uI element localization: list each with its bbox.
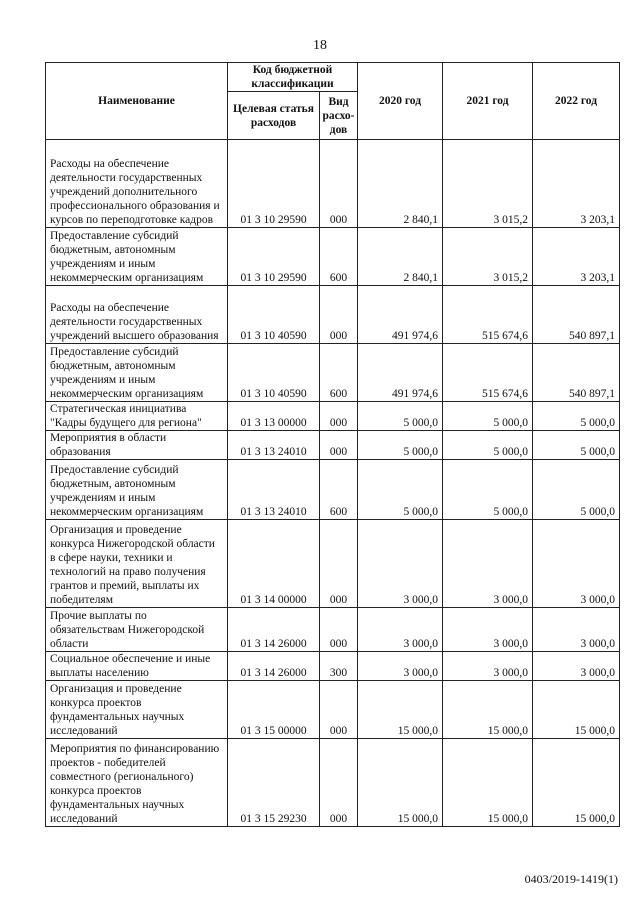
header-target-article: Целевая статья расходов [228, 92, 320, 140]
row-code: 01 3 15 00000 [228, 681, 320, 739]
header-year-2021: 2021 год [443, 63, 533, 140]
row-code: 01 3 15 29230 [228, 739, 320, 827]
document-code: 0403/2019-1419(1) [524, 872, 618, 886]
row-value-2022: 540 897,1 [533, 344, 620, 402]
header-year-2020: 2020 год [358, 63, 443, 140]
header-code-group: Код бюджетной классификации [228, 63, 358, 92]
row-name: Предоставление субсидий бюджетным, автономным учреждениям и иным некоммерческим организациям [46, 228, 228, 286]
row-code: 01 3 14 00000 [228, 520, 320, 608]
row-value-2022: 3 000,0 [533, 608, 620, 652]
table-row [46, 652, 620, 681]
table-row [46, 140, 620, 228]
row-value-2021: 3 015,2 [443, 228, 533, 286]
row-value-2020: 3 000,0 [358, 608, 443, 652]
row-value-2020: 2 840,1 [358, 228, 443, 286]
row-value-2022: 5 000,0 [533, 431, 620, 460]
row-code: 01 3 10 29590 [228, 140, 320, 228]
row-value-2022: 5 000,0 [533, 402, 620, 431]
table-row [46, 344, 620, 402]
row-name: Социальное обеспечение и иные выплаты населению [46, 652, 228, 681]
row-value-2022: 15 000,0 [533, 739, 620, 827]
budget-table [45, 62, 620, 827]
row-value-2021: 5 000,0 [443, 460, 533, 520]
row-value-2020: 491 974,6 [358, 286, 443, 344]
row-value-2022: 5 000,0 [533, 460, 620, 520]
row-expense-type: 000 [320, 140, 358, 228]
table-row [46, 402, 620, 431]
row-expense-type: 600 [320, 228, 358, 286]
row-name: Расходы на обеспечение деятельности государственных учреждений высшего образования [46, 286, 228, 344]
row-name: Предоставление субсидий бюджетным, автономным учреждениям и иным некоммерческим организациям [46, 460, 228, 520]
row-value-2020: 3 000,0 [358, 652, 443, 681]
row-value-2020: 2 840,1 [358, 140, 443, 228]
row-name: Предоставление субсидий бюджетным, автономным учреждениям и иным некоммерческим организациям [46, 344, 228, 402]
row-value-2020: 15 000,0 [358, 681, 443, 739]
row-value-2022: 15 000,0 [533, 681, 620, 739]
row-value-2022: 3 000,0 [533, 652, 620, 681]
row-name: Прочие выплаты по обязательствам Нижегородской области [46, 608, 228, 652]
row-expense-type: 600 [320, 344, 358, 402]
row-value-2021: 5 000,0 [443, 402, 533, 431]
row-value-2021: 3 015,2 [443, 140, 533, 228]
row-code: 01 3 14 26000 [228, 652, 320, 681]
table-row [46, 460, 620, 520]
row-expense-type: 000 [320, 739, 358, 827]
row-expense-type: 300 [320, 652, 358, 681]
table-row [46, 608, 620, 652]
row-value-2020: 15 000,0 [358, 739, 443, 827]
row-name: Организация и проведение конкурса проектов фундаментальных научных исследований [46, 681, 228, 739]
row-value-2021: 3 000,0 [443, 652, 533, 681]
row-value-2021: 15 000,0 [443, 739, 533, 827]
table-row [46, 520, 620, 608]
row-value-2021: 515 674,6 [443, 286, 533, 344]
table-row [46, 228, 620, 286]
row-name: Мероприятия в области образования [46, 431, 228, 460]
row-value-2021: 515 674,6 [443, 344, 533, 402]
row-expense-type: 000 [320, 431, 358, 460]
row-value-2022: 3 000,0 [533, 520, 620, 608]
page-number: 18 [313, 38, 327, 53]
table-row [46, 286, 620, 344]
row-value-2020: 5 000,0 [358, 402, 443, 431]
row-name: Организация и проведение конкурса Нижегородской области в сфере науки, техники и технологий на право получения грантов и премий, выплаты их победителям [46, 520, 228, 608]
row-value-2022: 3 203,1 [533, 228, 620, 286]
row-code: 01 3 14 26000 [228, 608, 320, 652]
row-expense-type: 000 [320, 681, 358, 739]
row-value-2020: 5 000,0 [358, 431, 443, 460]
row-value-2020: 5 000,0 [358, 460, 443, 520]
row-expense-type: 000 [320, 520, 358, 608]
row-value-2020: 491 974,6 [358, 344, 443, 402]
header-name: Наименование [46, 63, 228, 140]
header-expense-type: Вид расхо-дов [320, 92, 358, 140]
row-code: 01 3 10 29590 [228, 228, 320, 286]
row-name: Стратегическая инициатива "Кадры будущего для региона" [46, 402, 228, 431]
header-year-2022: 2022 год [533, 63, 620, 140]
row-value-2022: 540 897,1 [533, 286, 620, 344]
row-code: 01 3 10 40590 [228, 286, 320, 344]
row-expense-type: 000 [320, 286, 358, 344]
row-code: 01 3 13 24010 [228, 431, 320, 460]
row-value-2022: 3 203,1 [533, 140, 620, 228]
table-row [46, 431, 620, 460]
row-code: 01 3 10 40590 [228, 344, 320, 402]
row-value-2021: 3 000,0 [443, 520, 533, 608]
row-code: 01 3 13 00000 [228, 402, 320, 431]
table-row [46, 739, 620, 827]
table-row [46, 681, 620, 739]
row-expense-type: 600 [320, 460, 358, 520]
row-name: Расходы на обеспечение деятельности государственных учреждений дополнительного профессионального образования и курсов по переподготовке кадров [46, 140, 228, 228]
row-code: 01 3 13 24010 [228, 460, 320, 520]
row-value-2020: 3 000,0 [358, 520, 443, 608]
row-value-2021: 5 000,0 [443, 431, 533, 460]
row-expense-type: 000 [320, 402, 358, 431]
row-value-2021: 3 000,0 [443, 608, 533, 652]
row-value-2021: 15 000,0 [443, 681, 533, 739]
row-name: Мероприятия по финансированию проектов - победителей совместного (регионального) конкурса проектов фундаментальных научных исследований [46, 739, 228, 827]
row-expense-type: 000 [320, 608, 358, 652]
